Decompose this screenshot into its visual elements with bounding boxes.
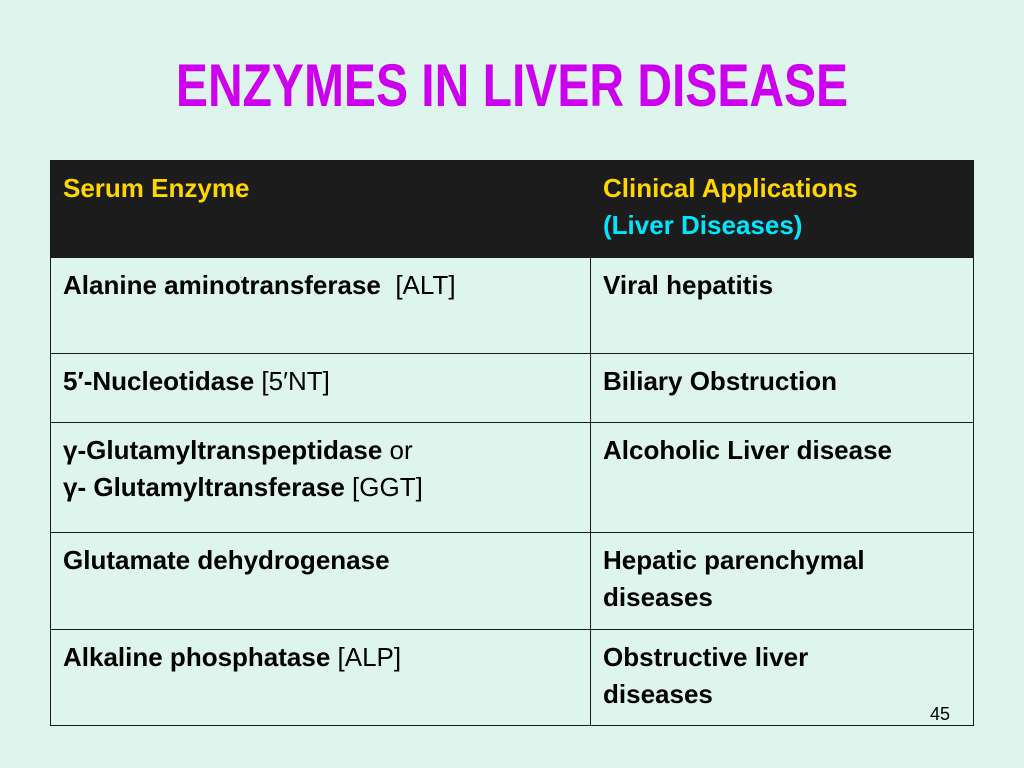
table-header-row <box>51 161 974 258</box>
application-cell <box>591 258 974 354</box>
enzyme-connector: or <box>382 435 413 465</box>
header-clinical-applications-label: Clinical Applications <box>603 173 858 203</box>
enzyme-abbrev: [5′NT] <box>254 366 330 396</box>
enzyme-abbrev: [ALP] <box>330 642 402 672</box>
enzyme-name: Alkaline phosphatase <box>63 642 331 672</box>
application-cell <box>591 630 974 726</box>
enzyme-name: γ-Glutamyltranspeptidase <box>63 435 383 465</box>
application-text-line1: Hepatic parenchymal <box>603 545 865 575</box>
table-row <box>51 423 974 533</box>
table-row <box>51 354 974 423</box>
table-row <box>51 630 974 726</box>
application-text: Alcoholic Liver disease <box>603 435 893 465</box>
application-cell <box>591 423 974 533</box>
application-cell <box>591 533 974 630</box>
header-serum-enzyme-label: Serum Enzyme <box>63 173 250 203</box>
enzyme-cell <box>51 533 591 630</box>
table-row <box>51 258 974 354</box>
enzyme-abbrev: [ALT] <box>380 270 456 300</box>
enzyme-cell <box>51 423 591 533</box>
application-cell <box>591 354 974 423</box>
enzyme-cell <box>51 630 591 726</box>
enzyme-cell <box>51 354 591 423</box>
enzyme-name: Alanine aminotransferase <box>63 270 381 300</box>
application-text-line2: diseases <box>603 679 713 709</box>
enzyme-abbrev: [GGT] <box>344 472 423 502</box>
header-serum-enzyme <box>51 161 591 258</box>
enzyme-name: Glutamate dehydrogenase <box>63 545 390 575</box>
enzyme-table <box>50 160 974 726</box>
header-liver-diseases-label: (Liver Diseases) <box>603 210 803 240</box>
application-text-line2: diseases <box>603 582 713 612</box>
application-text: Viral hepatitis <box>603 270 774 300</box>
enzyme-cell <box>51 258 591 354</box>
enzyme-name-alt: γ- Glutamyltransferase <box>63 472 345 502</box>
enzyme-name: 5′-Nucleotidase <box>63 366 255 396</box>
application-text: Biliary Obstruction <box>603 366 838 396</box>
table-row <box>51 533 974 630</box>
slide-title: ENZYMES IN LIVER DISEASE <box>175 52 849 119</box>
application-text-line1: Obstructive liver <box>603 642 809 672</box>
page-number: 45 <box>930 704 951 724</box>
header-clinical-applications <box>591 161 974 258</box>
